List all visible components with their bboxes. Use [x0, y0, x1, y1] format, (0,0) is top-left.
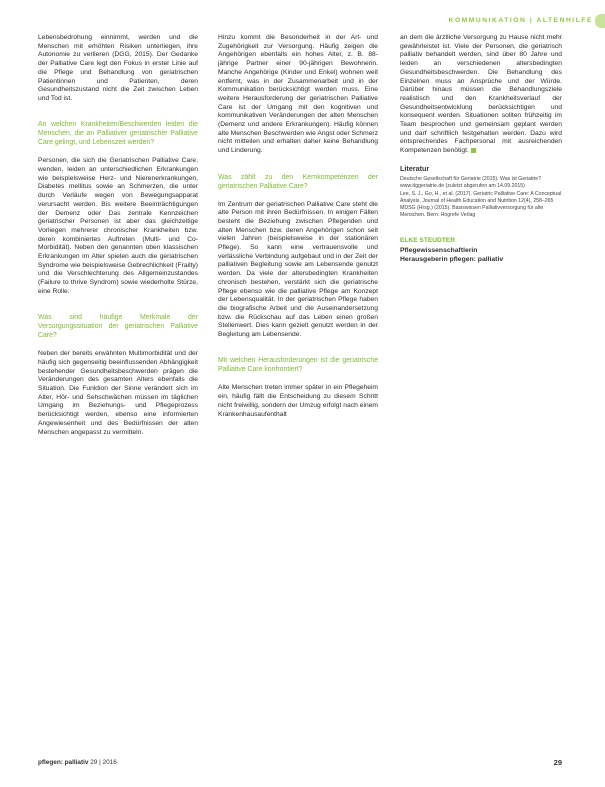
- page-footer: [38, 757, 562, 767]
- section-label: KOMMUNIKATION | ALTENHILFE: [448, 16, 593, 24]
- paragraph: Hinzu kommt die Besonderheit in der Art- und Zugehörigkeit zur Versorgung. Häufig zeigen die Angehörigen ebenfalls ein hohes Alter, z. B. 88-jährige Partner einer 90-jährigen Bewohnerin. Manche Angehörige (Kinder und Enkel) wohnen weit entfernt, was in der Zusammenarbeit und in der Kommunikation berücksichtigt werden muss. Eine weitere Herausforderung der geriatrischen Palliative Care ist der Umgang mit den kognitiven und kommunikativen Veränderungen der alten Menschen (Demenz und andere Erkrankungen). Häufig können alte Menschen Beschwerden wie Angst oder Schmerz nicht mitteilen und erhalten daher keine Behandlung und Linderung.: [218, 34, 378, 155]
- author-role: Pflegewissenschaftlerin: [400, 246, 478, 254]
- paragraph: Personen, die sich die Geriatrischen Palliative Care, wenden, leiden an unterschiedlichen Erkrankungen wie beispielsweise Herz- und Nierenerkrankungen, Diabetes mellitus sowie an Schmerzen, die unter durch Verläufe wegen von Bewegungsapparat verursacht werden. Bis weitere Beeinträchtigungen der Demenz oder Das zentrale Kennzeichen geriatrischer Personen ist aber das gleichzeitige Vorliegen mehrerer chronischer Krankheiten bzw. deren kombiniertes Auftreten (Multi- und Co-Morbidität). Neben den genannten oben klassischen Erkrankungen im Alter spielen auch die geriatrischen Syndrome wie beispielsweise Gebrechlichkeit (Frailty) und die Verschlechterung des Allgemeinzustandes (Failure to thrive Syndrom) sowie wiederholte Stürze, eine Rolle.: [38, 157, 198, 295]
- page-number: 29: [553, 757, 562, 767]
- text-column-3: [400, 34, 562, 264]
- text-column-1: [38, 34, 198, 446]
- corner-decoration: [595, 14, 605, 28]
- literature-item: MDSG (Hrsg.) (2015). Basiswissen Palliativversorgung für alte Menschen. Bern: Hogrefe Verlag: [400, 205, 544, 219]
- literature-item: Lee, S. J., Go, H., et al. (2017). Geriatric Palliative Care: A Conceptual Analysis. Journal of Health Education and Nutrition 12(4), 258–265: [400, 190, 562, 204]
- literature-title: Literatur: [400, 163, 430, 173]
- journal-name: pflegen: palliativ: [38, 758, 89, 766]
- section-header: [395, 12, 605, 28]
- journal-issue: 29 | 2016: [90, 758, 117, 766]
- text-column-2: [218, 34, 378, 428]
- paragraph: Neben der bereits erwähnten Multimorbidität und der häufig sich gegenseitig beeinflussenden Abhängigkeit bestehender Gesundheitsbeschwerden prägen die Veränderungen des gesamten Alters ebenfalls die Situation. Die Funktion der Sinne verändert sich im Alter, Hör- und Sehschwächen müssen im täglichen Umgang im Beziehungs- und Pflegeprozess berücksichtigt werden, ebenso eine informierten Angewiesenheit und des Bedürfnissen der alten Menschen angepasst zu vermitteln.: [38, 350, 198, 436]
- author-name: ELKE STEUDTER: [400, 237, 455, 245]
- paragraph: Im Zentrum der geriatrischen Palliative Care steht die alte Person mit ihren Bedürfnissen. In einigen Fällen besteht die Beziehung zwischen Pflegenden und alten Menschen bzw. deren Angehörigen schon seit vielen Jahren (beispielsweise in der stationären Pflege). So kann eine vertrauensvolle und verlässliche Verbindung aufgebaut und in der Zeit der palliativen Begleitung sowie am Lebensende genutzt werden. Da viele der altersbedingten Krankheiten chronisch bestehen, verstärkt sich die geriatrische Pflege ebenso wie die palliative Pflege am Konzept der Lebensqualität. In der geriatrischen Pflege haben die biografische Arbeit und die Auseinandersetzung bzw. die Rückschau auf das Leben einen großen Stellenwert. Dies kann gezielt genutzt werden in der Begleitung am Lebensende.: [218, 200, 378, 339]
- literature-item: Deutsche Gesellschaft für Geriatrie (2015). Was ist Geriatrie? www.dggeriatrie.de (zuletzt abgerufen am 14.09.2015): [400, 176, 542, 190]
- paragraph: Lebensbedrohung einnimmt, werden und die Menschen mit erhöhten Risiken unterliegen, ihre Autonomie zu verlieren (DGG, 2015). Der Gedanke der Palliative Care legt den Fokus in erster Linie auf die Pflege und Behandlung von geriatrischen Patientinnen und Patienten, deren Gesundheitszustand nicht die Zeit zwischen Leben und Tod ist.: [38, 34, 198, 102]
- end-mark-icon: [471, 148, 476, 153]
- journal-info: [38, 759, 117, 766]
- question-heading: An welchen Krankheiten/Beschwerden leiden die Menschen, die an Palliativer geriatrischer Palliative Care gelingt, und Lebenszeit werden?: [38, 121, 198, 147]
- author-role: Herausgeberin pflegen: palliativ: [400, 255, 504, 263]
- question-heading: Was sind häufige Merkmale der Versorgungssituation der geriatrischen Palliative Care?: [38, 314, 198, 340]
- paragraph: Alte Menschen treten immer später in ein Pflegeheim ein, häufig fällt die Entscheidung zu diesem Schritt nicht freiwillig, sondern der Umzug erfolgt nach einem Krankenhausaufenthalt: [218, 384, 378, 418]
- paragraph: an dem die ärztliche Versorgung zu Hause nicht mehr gewährleistet ist. Viele der Personen, die geriatrisch palliativ behandelt werden, sind über 80 Jahre und leiden an verschiedenen altersbedingten Gesundheitsbeschwerden. Die Behandlung des Einzelnen muss an Ansprüche und der Würde. Darüber hinaus müssen die Behandlungsziele realistisch und den Krankheitsverlauf der Gesundheitsentwicklung berücksichtigen und konsequent werden. Situationen sollten frühzeitig im Team besprochen und gemeinsam geplant werden und darf schriftlich festgehalten werden. Dazu wird entsprechendes Fachpersonal mit ausreichenden Kompetenzen benötigt.: [400, 34, 562, 155]
- question-heading: Mit welchen Herausforderungen ist die geriatrische Palliative Care konfrontiert?: [218, 357, 378, 374]
- question-heading: Was zählt zu den Kernkompetenzen der geriatrischen Palliative Care?: [218, 173, 378, 190]
